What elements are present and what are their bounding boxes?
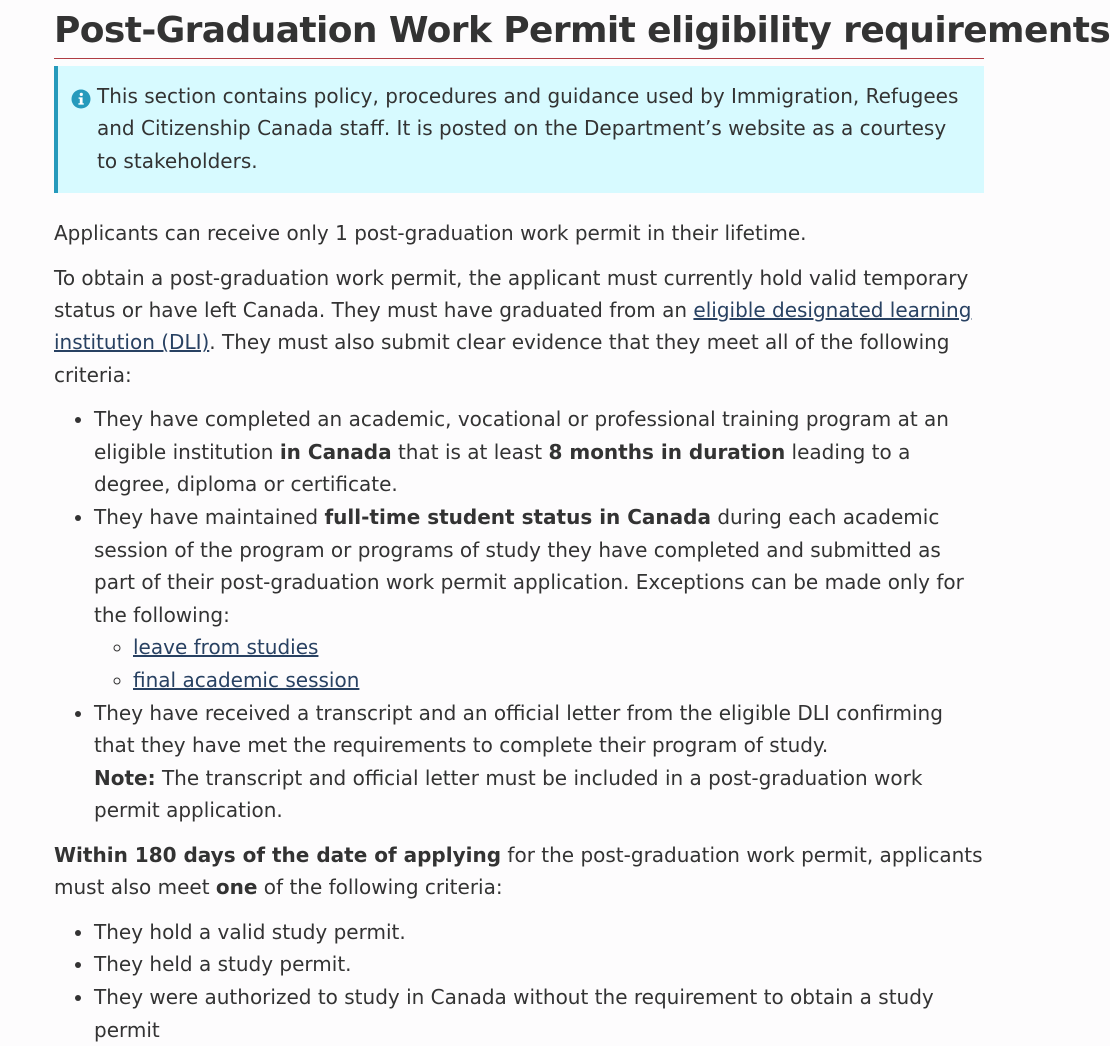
exceptions-list — [94, 631, 984, 696]
criteria-bold: full-time student status in Canada — [324, 505, 711, 530]
obtain-paragraph — [54, 262, 984, 392]
within-criteria-list — [54, 916, 984, 1046]
within-bold: one — [215, 875, 258, 900]
criteria-bold: 8 months in duration — [548, 439, 786, 464]
criteria-text: that is at least — [391, 439, 549, 464]
criteria-text: during each academic session of the program or programs of study they have completed and submitted as part of their post-graduation work permit application. Exceptions can be made only for the following: — [94, 505, 964, 627]
info-notice — [54, 66, 984, 193]
list-item — [94, 697, 984, 827]
within-bold: Within 180 days of the date of applying — [54, 842, 502, 867]
leave-from-studies-link[interactable]: leave from studies — [133, 635, 319, 660]
obtain-text-end: . They must also submit clear evidence that they meet all of the following criteria: — [54, 330, 950, 387]
list-item: • They held a study permit. — [94, 948, 984, 981]
within-text: of the following criteria: — [257, 875, 503, 900]
criteria-list — [54, 403, 984, 827]
list-item — [133, 631, 984, 664]
dli-link[interactable]: eligible designated learning institution (DLI) — [54, 298, 972, 355]
main-content — [54, 0, 1110, 1046]
criteria-text: They have maintained — [94, 505, 325, 530]
final-academic-session-link[interactable]: final academic session — [133, 668, 360, 692]
note-label: Note: — [94, 765, 156, 790]
list-item — [94, 501, 984, 697]
within-paragraph — [54, 839, 984, 904]
intro-paragraph: Applicants can receive only 1 post-graduation work permit in their lifetime. — [54, 221, 807, 246]
page-title: Post-Graduation Work Permit eligibility requirements — [54, 8, 984, 59]
list-item — [94, 403, 984, 501]
note-text: The transcript and official letter must be included in a post-graduation work permit application. — [94, 765, 923, 823]
list-item: • They were authorized to study in Canada without the requirement to obtain a study permit — [94, 981, 984, 1046]
list-item: • They hold a valid study permit. — [94, 916, 984, 949]
criteria-bold: in Canada — [279, 439, 392, 464]
criteria-text: They have received a transcript and an official letter from the eligible DLI confirming that they have met the requirements to complete their program of study. — [94, 700, 943, 758]
info-circle-icon — [71, 86, 91, 106]
criteria-text: leading to a degree, diploma or certificate. — [94, 439, 911, 497]
within-text: for the post-graduation work permit, applicants must also meet — [54, 842, 983, 900]
list-item — [133, 664, 984, 697]
criteria-text: They have completed an academic, vocational or professional training program at an eligible institution — [94, 407, 949, 464]
notice-text: This section contains policy, procedures and guidance used by Immigration, Refugees and Citizenship Canada staff. It is posted on the Department’s website as a courtesy to stakeholders. — [97, 84, 959, 173]
obtain-text: To obtain a post-graduation work permit, the applicant must currently hold valid temporary status or have left Canada. They must have graduated from an — [54, 265, 969, 323]
